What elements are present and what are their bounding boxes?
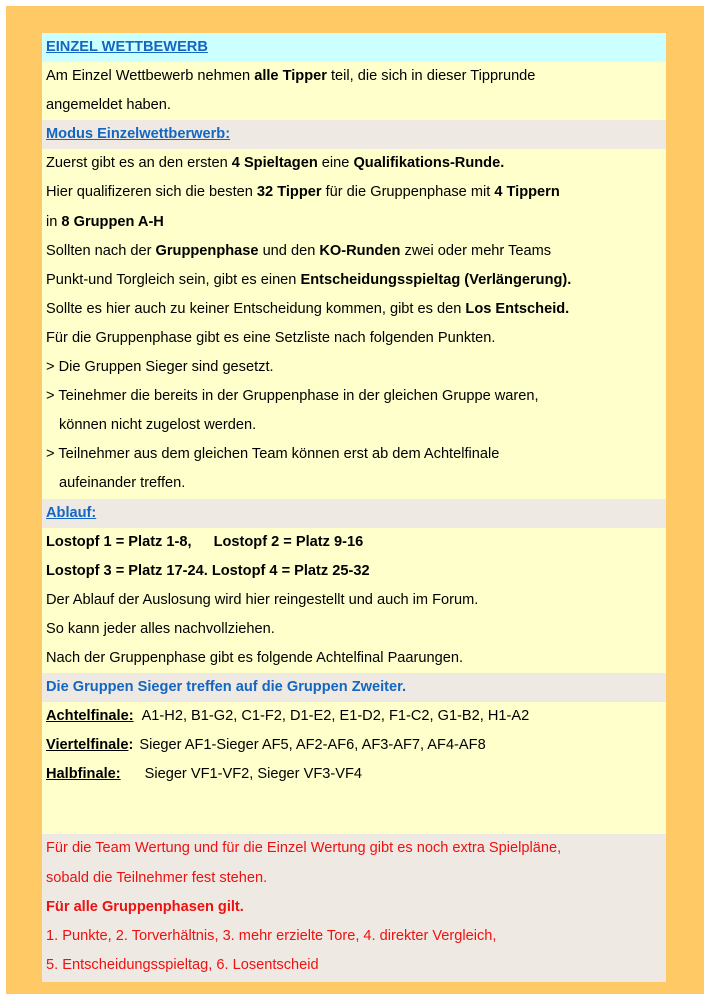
title-row <box>42 33 666 62</box>
modus-line-11 <box>42 440 666 469</box>
halbfinale-row <box>42 760 666 789</box>
modus-line-3 <box>42 208 666 237</box>
text: Sollte es hier auch zu keiner Entscheidung kommen, gibt es den <box>46 300 466 317</box>
text: und den <box>258 242 320 259</box>
text: können nicht zugelost werden. <box>59 417 257 434</box>
viertelfinale-value: Sieger AF1-Sieger AF5, AF2-AF6, AF3-AF7, AF4-AF8 <box>139 737 486 754</box>
footer-line-1 <box>42 834 666 863</box>
footer-line-5 <box>42 951 666 980</box>
text: Am Einzel Wettbewerb nehmen <box>46 68 255 85</box>
footer-box <box>42 834 666 981</box>
modus-line-6 <box>42 295 666 324</box>
lostopf-1: Lostopf 1 = Platz 1-8, <box>46 533 192 550</box>
text: 1. Punkte, 2. Torverhältnis, 3. mehr erzielte Tore, 4. direkter Vergleich, <box>46 927 497 944</box>
text-bold: 8 Gruppen A-H <box>61 213 164 230</box>
text: 5. Entscheidungsspieltag, 6. Losentscheid <box>46 956 319 973</box>
modus-line-1 <box>42 149 666 178</box>
text: eine <box>317 155 354 172</box>
text: Punkt-und Torgleich sein, gibt es einen <box>46 271 301 288</box>
text-bold: KO-Runden <box>319 242 401 259</box>
intro-line-1 <box>42 62 666 91</box>
lostopf-2: Lostopf 2 = Platz 9-16 <box>213 533 364 550</box>
text: > Die Gruppen Sieger sind gesetzt. <box>46 359 274 376</box>
text-bold: Entscheidungsspieltag (Verlängerung). <box>300 271 572 288</box>
modus-line-10 <box>42 411 666 440</box>
modus-line-2 <box>42 178 666 207</box>
text: Zuerst gibt es an den ersten <box>46 155 232 172</box>
footer-line-3 <box>42 893 666 922</box>
modus-line-7 <box>42 324 666 353</box>
footer-line-2 <box>42 864 666 893</box>
text-bold: 32 Tipper <box>256 184 322 201</box>
modus-line-5 <box>42 266 666 295</box>
ablauf-line-1 <box>42 528 666 557</box>
modus-heading: Modus Einzelwettberwerb: <box>46 126 231 143</box>
text: > Teilnehmer aus dem gleichen Team können erst ab dem Achtelfinale <box>46 446 500 463</box>
text: Sollten nach der <box>46 242 156 259</box>
text: So kann jeder alles nachvollziehen. <box>46 620 275 637</box>
halbfinale-label: Halbfinale: <box>46 766 121 783</box>
viertelfinale-row <box>42 731 666 760</box>
achtelfinale-label: Achtelfinale: <box>46 708 134 725</box>
text-bold: 4 Spieltagen <box>231 155 318 172</box>
viertelfinale-colon: : <box>128 737 134 754</box>
modus-line-4 <box>42 237 666 266</box>
text: sobald die Teilnehmer fest stehen. <box>46 869 268 886</box>
page-title[interactable]: EINZEL WETTBEWERB <box>46 39 208 55</box>
text-bold: Für alle Gruppenphasen gilt. <box>46 898 244 915</box>
modus-line-12 <box>42 469 666 498</box>
modus-line-8 <box>42 353 666 382</box>
highlight-row <box>42 673 666 702</box>
ablauf-heading: Ablauf: <box>46 504 97 521</box>
text-bold: alle Tipper <box>254 68 327 85</box>
text-bold: Los Entscheid. <box>465 300 570 317</box>
ablauf-line-2 <box>42 557 666 586</box>
text-bold: 4 Tippern <box>494 184 560 201</box>
footer-line-4 <box>42 922 666 951</box>
intro-line-2 <box>42 91 666 120</box>
text: Für die Gruppenphase gibt es eine Setzliste nach folgenden Punkten. <box>46 329 496 346</box>
text: aufeinander treffen. <box>59 475 186 492</box>
text: in <box>46 213 62 230</box>
highlight-text: Die Gruppen Sieger treffen auf die Gruppen Zweiter. <box>46 679 407 696</box>
text: > Teinehmer die bereits in der Gruppenphase in der gleichen Gruppe waren, <box>46 388 539 405</box>
modus-line-9 <box>42 382 666 411</box>
text: Hier qualifizeren sich die besten <box>46 184 257 201</box>
ablauf-line-5 <box>42 644 666 673</box>
text: Für die Team Wertung und für die Einzel Wertung gibt es noch extra Spielpläne, <box>46 840 562 857</box>
document <box>42 33 666 982</box>
ablauf-line-4 <box>42 615 666 644</box>
ablauf-line-3 <box>42 586 666 615</box>
text: Nach der Gruppenphase gibt es folgende Achtelfinal Paarungen. <box>46 649 464 666</box>
achtelfinale-value: A1-H2, B1-G2, C1-F2, D1-E2, E1-D2, F1-C2, G1-B2, H1-A2 <box>141 708 530 725</box>
achtelfinale-row <box>42 702 666 731</box>
modus-heading-row <box>42 120 666 149</box>
viertelfinale-label: Viertelfinale <box>46 737 129 754</box>
text: für die Gruppenphase mit <box>321 184 495 201</box>
ablauf-heading-row <box>42 499 666 528</box>
halbfinale-value: Sieger VF1-VF2, Sieger VF3-VF4 <box>144 766 362 783</box>
text: angemeldet haben. <box>46 97 171 114</box>
spacer <box>42 789 666 834</box>
lostopf-3-4: Lostopf 3 = Platz 17-24. Lostopf 4 = Platz 25-32 <box>46 562 370 579</box>
text: zwei oder mehr Teams <box>400 242 552 259</box>
text: Der Ablauf der Auslosung wird hier reingestellt und auch im Forum. <box>46 591 479 608</box>
text: teil, die sich in dieser Tipprunde <box>326 68 536 85</box>
text-bold: Gruppenphase <box>155 242 259 259</box>
text-bold: Qualifikations-Runde. <box>353 155 505 172</box>
